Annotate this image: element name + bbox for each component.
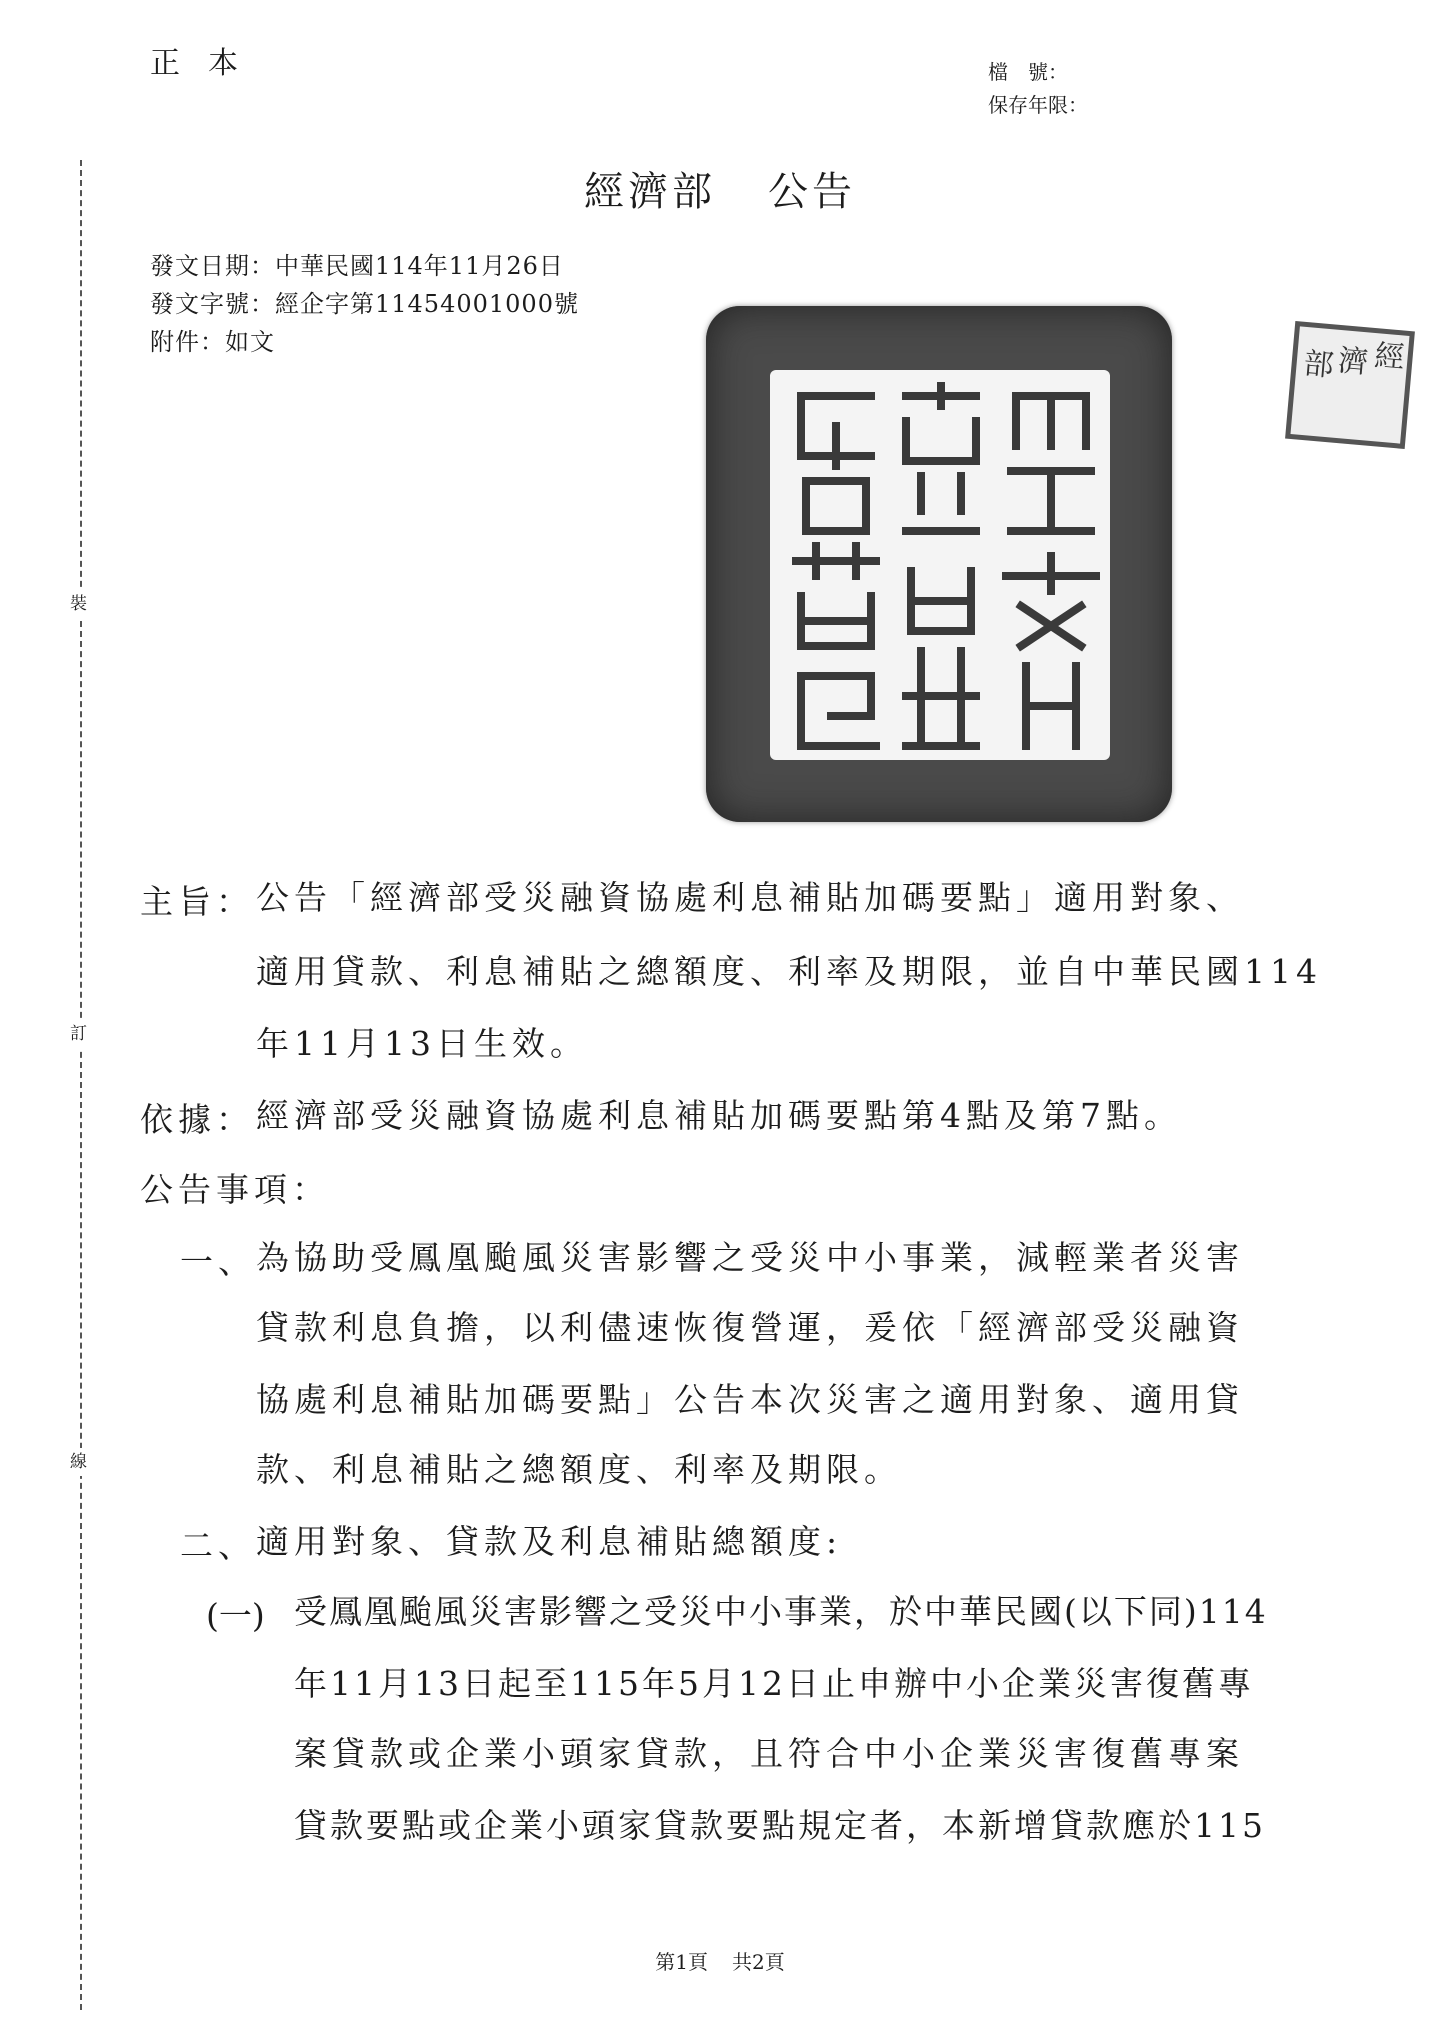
page-number: 第1頁 bbox=[655, 1950, 708, 1974]
binding-line bbox=[80, 160, 84, 2010]
item-1-line: 為協助受鳳凰颱風災害影響之受災中小事業，減輕業者災害 bbox=[256, 1238, 1244, 1277]
subject-label: 主旨： bbox=[140, 882, 254, 921]
item-1-marker: 一、 bbox=[180, 1242, 256, 1281]
sub-item-1-line: 貸款要點或企業小頭家貸款要點規定者，本新增貸款應於115 bbox=[294, 1806, 1266, 1845]
subject-line: 年11月13日生效。 bbox=[256, 1024, 588, 1063]
item-2-marker: 二、 bbox=[180, 1526, 256, 1565]
official-seal-glyphs bbox=[706, 306, 1172, 822]
title-organization: 經濟部 bbox=[584, 169, 716, 215]
document-title bbox=[0, 160, 1440, 217]
official-seal-image bbox=[706, 306, 1172, 822]
item-1-line: 款、利息補貼之總額度、利率及期限。 bbox=[256, 1450, 902, 1489]
announcement-items-label: 公告事項： bbox=[140, 1170, 330, 1209]
title-type: 公告 bbox=[768, 169, 856, 215]
sub-item-1-marker: (一) bbox=[206, 1596, 265, 1635]
copy-type-label: 正本 bbox=[150, 46, 266, 81]
item-1-line: 貸款利息負擔，以利儘速恢復營運，爰依「經濟部受災融資 bbox=[256, 1308, 1244, 1347]
binding-mark-staple: 訂 bbox=[70, 1020, 87, 1048]
basis-label: 依據： bbox=[140, 1100, 254, 1139]
page-total: 共2頁 bbox=[732, 1950, 785, 1974]
sub-item-1-line: 受鳳凰颱風災害影響之受災中小事業，於中華民國(以下同)114 bbox=[294, 1592, 1268, 1631]
basis-text: 經濟部受災融資協處利息補貼加碼要點第4點及第7點。 bbox=[256, 1096, 1182, 1135]
sub-item-1-line: 年11月13日起至115年5月12日止申辦中小企業災害復舊專 bbox=[294, 1664, 1254, 1703]
retention-period-label: 保存年限： bbox=[988, 93, 1088, 117]
sub-item-1-line: 案貸款或企業小頭家貸款，且符合中小企業災害復舊專案 bbox=[294, 1734, 1244, 1773]
document-number: 發文字號：經企字第11454001000號 bbox=[150, 290, 579, 318]
item-2-heading: 適用對象、貸款及利息補貼總額度: bbox=[256, 1522, 843, 1561]
page-footer bbox=[0, 1946, 1440, 1975]
item-1-line: 協處利息補貼加碼要點」公告本次災害之適用對象、適用貸 bbox=[256, 1380, 1244, 1419]
issue-date: 發文日期：中華民國114年11月26日 bbox=[150, 252, 564, 280]
subject-line: 適用貸款、利息補貼之總額度、利率及期限，並自中華民國114 bbox=[256, 952, 1322, 991]
small-stamp-image: 經 濟 部 bbox=[1285, 321, 1415, 449]
binding-mark-line: 線 bbox=[70, 1448, 87, 1476]
subject-line: 公告「經濟部受災融資協處利息補貼加碼要點」適用對象、 bbox=[256, 878, 1244, 917]
binding-mark-bind: 裝 bbox=[70, 590, 87, 618]
file-meta bbox=[988, 56, 1088, 122]
attachment-note: 附件：如文 bbox=[150, 328, 275, 356]
file-number-label: 檔 號： bbox=[988, 60, 1068, 84]
